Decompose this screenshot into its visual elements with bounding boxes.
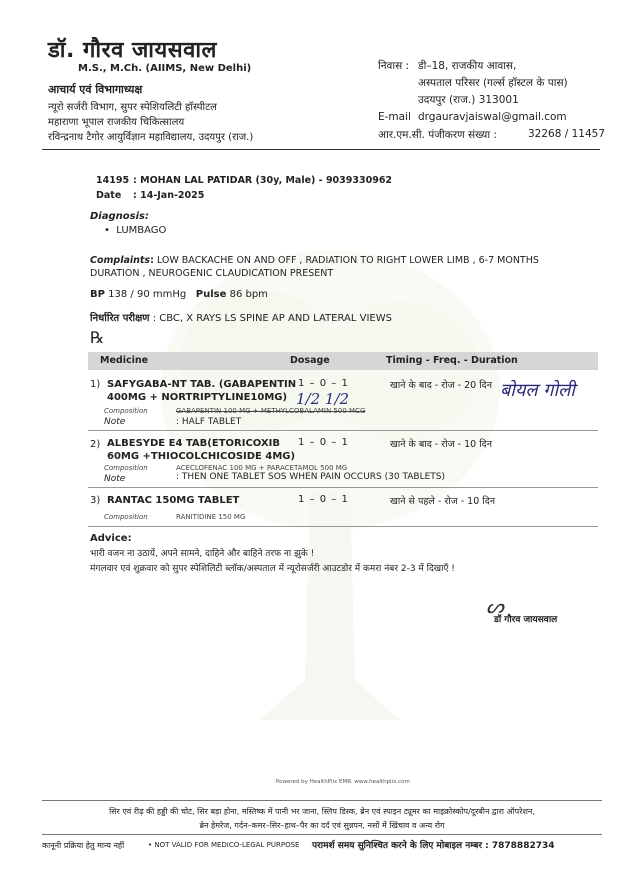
header-dosage: Dosage [290, 355, 330, 366]
med-1-comp-label: Composition [104, 407, 148, 415]
med-2-comp-label: Composition [104, 464, 148, 472]
footer-divider-bottom [42, 834, 602, 835]
med-1-composition: GABAPENTIN 100 MG + METHYLCOBALAMIN 500 MCG [176, 407, 366, 415]
legal-note: कानूनी प्रक्रिया हेतु मान्य नहीं [42, 841, 125, 850]
patient-details: MOHAN LAL PATIDAR (30y, Male) - 9039330962 [140, 175, 393, 186]
header-medicine: Medicine [100, 355, 149, 366]
med-2-number: 2) [90, 439, 101, 450]
address-line-1: डी–18, राजकीय आवास, [418, 60, 517, 72]
medicine-table-header [88, 352, 598, 370]
footer-divider-top [42, 800, 602, 801]
med-1-dose: 1 – 0 – 1 [298, 378, 349, 389]
med-3-composition: RANITIDINE 150 MG [176, 513, 246, 521]
med-2-name: ALBESYDE E4 TAB(ETORICOXIB 60MG +THIOCOLCHICOSIDE 4MG) [107, 438, 296, 462]
header-divider [42, 149, 600, 150]
signature-scribble: ᔕ [486, 594, 504, 618]
complaints-line-1: LOW BACKACHE ON AND OFF , RADIATION TO RIGHT LOWER LIMB , 6-7 MONTHS [156, 255, 539, 266]
complaints-line-2: DURATION , NEUROGENIC CLAUDICATION PRESENT [90, 268, 334, 279]
services-line-2: ब्रेन हेमरेज, गर्दन–कमर–सिर–हाथ–पैर का दर्द एवं सुन्नपन, नसों में खिंचाव व अन्य रोग [199, 821, 445, 830]
row-divider [88, 487, 598, 488]
med-1-note: : HALF TABLET [176, 417, 242, 427]
med-2-dose: 1 – 0 – 1 [298, 437, 349, 448]
med-2-note: : THEN ONE TABLET SOS WHEN PAIN OCCURS (30 TABLETS) [176, 472, 446, 482]
advice-line-1: भारी वजन ना उठायें, अपने सामने, दाहिने और बाहिने तरफ ना झुके ! [90, 549, 315, 559]
advice-label: Advice [90, 533, 128, 544]
med-3-dose: 1 – 0 – 1 [298, 494, 349, 505]
address-line-3: उदयपुर (राज.) 313001 [418, 94, 519, 106]
powered-by: Powered by HealthPlix EMR. www.healthplix.com [276, 779, 410, 785]
med-2-timing: खाने के बाद - रोज - 10 दिन [390, 439, 492, 450]
diagnosis-item: • LUMBAGO [104, 225, 167, 236]
med-3-comp-label: Composition [104, 513, 148, 521]
address-line-2: अस्पताल परिसर (गर्ल्स हॉस्टल के पास) [418, 77, 568, 89]
email-value: drgauravjaiswal@gmail.com [418, 111, 567, 123]
med-2-composition: ACECLOFENAC 100 MG + PARACETAMOL 500 MG [176, 464, 348, 472]
handwritten-dose-note: 1/2 1/2 [296, 390, 350, 408]
email-label: E-mail [378, 111, 411, 123]
doctor-name: डॉ. गौरव जायसवाल [48, 38, 217, 63]
med-3-timing: खाने से पहले - रोज - 10 दिन [390, 496, 496, 507]
rx-symbol: ℞ [90, 328, 105, 347]
visit-date: 14-Jan-2025 [140, 190, 205, 201]
med-1-name: SAFYGABA-NT TAB. (GABAPENTIN 400MG + NORTRIPTYLINE10MG) [107, 379, 297, 403]
header-timing: Timing - Freq. - Duration [386, 355, 518, 366]
doctor-degrees: M.S., M.Ch. (AIIMS, New Delhi) [78, 63, 252, 74]
dept-line-3: रविन्द्रनाथ टैगोर आयुर्विज्ञान महाविद्यालय, उदयपुर (राज.) [48, 132, 254, 143]
med-3-name: RANTAC 150MG TABLET [107, 495, 240, 506]
med-1-timing: खाने के बाद - रोज - 20 दिन [390, 380, 492, 391]
med-3-number: 3) [90, 495, 101, 506]
handwritten-side-note: बोयल गोली [500, 380, 575, 401]
not-valid-note: • NOT VALID FOR MEDICO-LEGAL PURPOSE [148, 841, 300, 849]
reg-number: 32268 / 11457 [528, 128, 606, 140]
signature-name: डॉ गौरव जायसवाल [494, 615, 558, 625]
services-line-1: सिर एवं रीढ़ की हड्डी की चोट, सिर बड़ा होना, मस्तिष्क में पानी भर जाना, स्लिप डिस्क, ब्रेन एवं स्पाइन ट्यूमर का माइक्रोस्कोप/दूरबीन द्वारा ऑपरेशन, [109, 807, 535, 816]
date-label: Date [96, 190, 122, 201]
med-1-number: 1) [90, 379, 101, 390]
row-divider [88, 430, 598, 431]
vitals: BP 138 / 90 mmHg Pulse 86 bpm [90, 289, 268, 300]
investigations: निर्धारित परीक्षण : CBC, X RAYS LS SPINE AP AND LATERAL VIEWS [90, 313, 392, 324]
med-1-note-label: Note [104, 417, 126, 427]
diagnosis-label: Diagnosis [90, 211, 145, 222]
row-divider [88, 526, 598, 527]
dept-line-1: न्यूरो सर्जरी विभाग, सुपर स्पेशियलिटी हॉस्पीटल [48, 102, 217, 113]
advice-line-2: मंगलवार एवं शुक्रवार को सुपर स्पेशिलिटी ब्लॉक/अस्पताल में न्यूरोसर्जरी आउटडोर में कमरा नंबर 2-3 में दिखाएँ ! [90, 564, 455, 574]
dept-line-2: महाराणा भूपाल राजकीय चिकित्सालय [48, 117, 185, 128]
complaints-label: Complaints [90, 255, 151, 266]
consult-mobile: परामर्श समय सुनिश्चित करने के लिए मोबाइल नम्बर : 7878882734 [312, 841, 555, 851]
doctor-position: आचार्य एवं विभागाध्यक्ष [48, 83, 143, 96]
address-label: निवास : [378, 60, 410, 72]
med-2-note-label: Note [104, 474, 126, 484]
patient-id: 14195 [96, 175, 130, 186]
reg-label: आर.एम.सी. पंजीकरण संख्या : [378, 129, 497, 141]
